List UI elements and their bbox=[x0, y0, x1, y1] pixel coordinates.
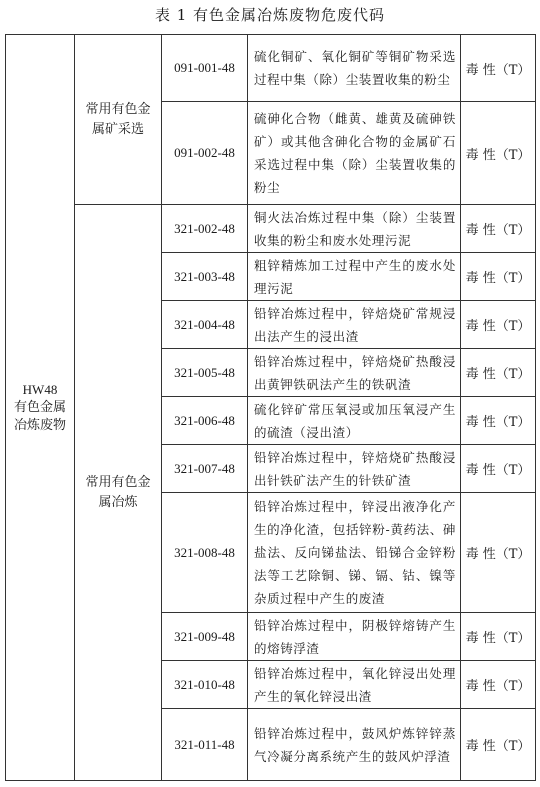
hazard-property: 毒 性（T） bbox=[461, 613, 536, 661]
waste-description: 粗锌精炼加工过程中产生的废水处理污泥 bbox=[248, 253, 461, 301]
hazard-property: 毒 性（T） bbox=[461, 397, 536, 445]
hazard-property: 毒 性（T） bbox=[461, 205, 536, 253]
waste-code: 321-007-48 bbox=[162, 445, 248, 493]
waste-description: 铅锌冶炼过程中，氧化锌浸出处理产生的氧化锌浸出渣 bbox=[248, 661, 461, 709]
industry-cell bbox=[75, 35, 162, 205]
hazard-property: 毒 性（T） bbox=[461, 35, 536, 102]
hazardous-waste-code-table bbox=[5, 34, 536, 781]
waste-description: 铅锌冶炼过程中，锌焙烧矿热酸浸出针铁矿法产生的针铁矿渣 bbox=[248, 445, 461, 493]
waste-code: 091-002-48 bbox=[162, 102, 248, 205]
industry-name: 常用有色金属冶炼 bbox=[85, 474, 151, 510]
waste-code: 091-001-48 bbox=[162, 35, 248, 102]
waste-code: 321-006-48 bbox=[162, 397, 248, 445]
table-row bbox=[6, 205, 536, 253]
waste-code: 321-004-48 bbox=[162, 301, 248, 349]
waste-code: 321-009-48 bbox=[162, 613, 248, 661]
hazard-property: 毒 性（T） bbox=[461, 493, 536, 613]
waste-code: 321-010-48 bbox=[162, 661, 248, 709]
waste-code: 321-002-48 bbox=[162, 205, 248, 253]
waste-description: 铅锌冶炼过程中，阴极锌熔铸产生的熔铸浮渣 bbox=[248, 613, 461, 661]
industry-name: 常用有色金属矿采选 bbox=[85, 101, 151, 137]
hazard-property: 毒 性（T） bbox=[461, 301, 536, 349]
waste-code: 321-005-48 bbox=[162, 349, 248, 397]
waste-category-code: HW48 bbox=[22, 381, 58, 397]
waste-category-name: 有色金属冶炼废物 bbox=[14, 399, 67, 433]
waste-description: 铅锌冶炼过程中，鼓风炉炼锌锌蒸气冷凝分离系统产生的鼓风炉浮渣 bbox=[248, 709, 461, 781]
waste-description: 硫砷化合物（雌黄、雄黄及硫砷铁矿）或其他含砷化合物的金属矿石采选过程中集（除）尘装置收集的粉尘 bbox=[248, 102, 461, 205]
table-title: 表 1 有色金属冶炼废物危废代码 bbox=[154, 6, 386, 24]
table-row bbox=[6, 35, 536, 102]
waste-code: 321-011-48 bbox=[162, 709, 248, 781]
waste-code: 321-008-48 bbox=[162, 493, 248, 613]
waste-description: 铜火法冶炼过程中集（除）尘装置收集的粉尘和废水处理污泥 bbox=[248, 205, 461, 253]
waste-description: 硫化铜矿、氧化铜矿等铜矿物采选过程中集（除）尘装置收集的粉尘 bbox=[248, 35, 461, 102]
hazard-property: 毒 性（T） bbox=[461, 253, 536, 301]
waste-category-cell bbox=[6, 35, 75, 781]
hazard-property: 毒 性（T） bbox=[461, 709, 536, 781]
hazard-property: 毒 性（T） bbox=[461, 445, 536, 493]
waste-description: 铅锌冶炼过程中，锌浸出液净化产生的净化渣，包括锌粉-黄药法、砷盐法、反向锑盐法、铅锑合金锌粉法等工艺除铜、锑、镉、钴、镍等杂质过程中产生的废渣 bbox=[248, 493, 461, 613]
waste-description: 硫化锌矿常压氧浸或加压氧浸产生的硫渣（浸出渣） bbox=[248, 397, 461, 445]
industry-cell bbox=[75, 205, 162, 781]
waste-description: 铅锌冶炼过程中，锌焙烧矿常规浸出法产生的浸出渣 bbox=[248, 301, 461, 349]
waste-description: 铅锌冶炼过程中，锌焙烧矿热酸浸出黄钾铁矾法产生的铁矾渣 bbox=[248, 349, 461, 397]
hazard-property: 毒 性（T） bbox=[461, 661, 536, 709]
hazard-property: 毒 性（T） bbox=[461, 349, 536, 397]
hazard-property: 毒 性（T） bbox=[461, 102, 536, 205]
waste-code: 321-003-48 bbox=[162, 253, 248, 301]
